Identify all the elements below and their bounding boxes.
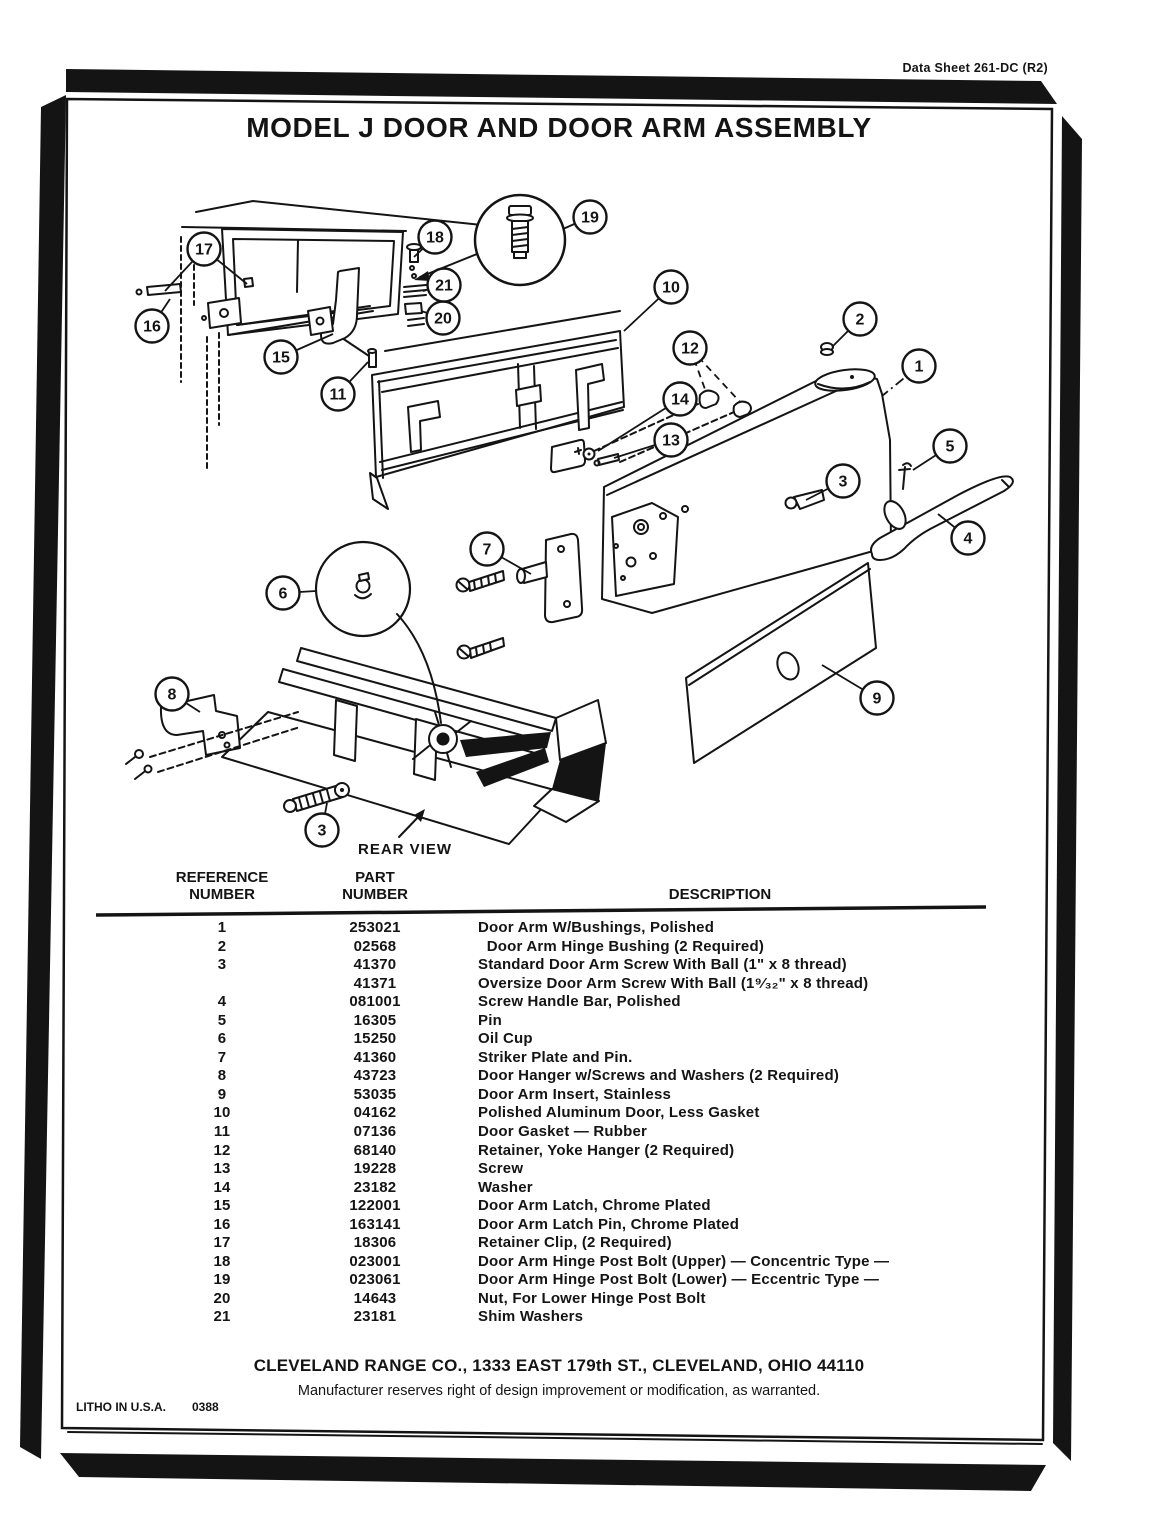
callout-balloon-14 xyxy=(664,383,697,416)
ref-cell: 19 xyxy=(213,1271,231,1289)
balloon-number: 6 xyxy=(278,585,288,603)
parts-table xyxy=(95,919,995,1327)
exploded-diagram xyxy=(126,195,1013,858)
callout-balloon-3-2 xyxy=(827,465,860,498)
table-row xyxy=(95,1290,995,1309)
description-cell: Screw Handle Bar, Polished xyxy=(478,993,681,1011)
description-cell: Nut, For Lower Hinge Post Bolt xyxy=(478,1289,706,1307)
table-row xyxy=(95,956,995,975)
description-cell: Screw xyxy=(478,1160,524,1178)
balloon-number: 8 xyxy=(167,686,177,704)
part-cell: 53035 xyxy=(353,1085,397,1103)
description-cell: Pin xyxy=(478,1011,502,1029)
callout-balloon-2 xyxy=(844,303,877,336)
balloon-number: 11 xyxy=(329,386,347,404)
ref-cell: 15 xyxy=(213,1197,231,1215)
table-header-reference xyxy=(160,869,284,903)
footer-company-line: CLEVELAND RANGE CO., 1333 EAST 179th ST., CLEVELAND, OHIO 44110 xyxy=(253,1356,865,1375)
description-cell: Door Arm Hinge Post Bolt (Lower) — Eccentric Type — xyxy=(478,1271,880,1289)
description-cell: Door Hanger w/Screws and Washers (2 Required) xyxy=(478,1067,840,1085)
ref-cell: 2 xyxy=(217,937,227,955)
description-cell: Oil Cup xyxy=(478,1030,533,1048)
balloon-number: 1 xyxy=(914,358,924,376)
ref-cell: 9 xyxy=(217,1085,227,1103)
table-row xyxy=(95,1104,995,1123)
part-cell: 16305 xyxy=(353,1011,397,1029)
table-row xyxy=(95,1049,995,1068)
balloon-number: 9 xyxy=(872,690,882,708)
ref-cell: 14 xyxy=(213,1178,231,1196)
callout-balloon-19 xyxy=(574,201,607,234)
description-cell: Door Gasket — Rubber xyxy=(478,1123,648,1141)
ref-cell: 6 xyxy=(217,1030,227,1048)
table-row xyxy=(95,1012,995,1031)
part-cell: 41360 xyxy=(353,1048,397,1066)
frame-right-band xyxy=(1053,116,1082,1461)
table-row xyxy=(95,1234,995,1253)
balloon-number: 21 xyxy=(435,277,453,295)
ref-cell: 17 xyxy=(213,1234,231,1252)
callout-balloon-9 xyxy=(861,682,894,715)
callout-balloon-8 xyxy=(156,678,189,711)
description-cell: Door Arm Hinge Bushing (2 Required) xyxy=(478,937,765,955)
ref-cell: 4 xyxy=(217,993,227,1011)
part-cell: 18306 xyxy=(353,1234,397,1252)
description-cell: Retainer Clip, (2 Required) xyxy=(478,1234,672,1252)
callout-balloon-21 xyxy=(428,269,461,302)
balloon-number: 5 xyxy=(945,438,955,456)
frame-left-band xyxy=(20,95,66,1459)
frame-bottom-band xyxy=(60,1453,1046,1491)
table-row xyxy=(95,975,995,994)
part-cell: 14643 xyxy=(353,1289,397,1307)
table-row xyxy=(95,1030,995,1049)
ref-cell: 16 xyxy=(213,1215,231,1233)
table-row xyxy=(95,1197,995,1216)
part-cell: 253021 xyxy=(349,919,401,936)
table-row xyxy=(95,1123,995,1142)
balloon-number: 4 xyxy=(963,530,973,548)
door-latch-drawing xyxy=(308,268,359,344)
balloon-number: 18 xyxy=(426,229,444,247)
part-cell: 43723 xyxy=(353,1067,397,1085)
part-cell: 122001 xyxy=(349,1197,401,1215)
description-cell: Polished Aluminum Door, Less Gasket xyxy=(478,1104,760,1122)
part-cell: 41371 xyxy=(353,974,397,992)
table-row xyxy=(95,1086,995,1105)
table-row xyxy=(95,1216,995,1235)
callout-balloon-12 xyxy=(674,332,707,365)
balloon-number: 20 xyxy=(434,310,452,328)
callout-balloon-6 xyxy=(267,577,300,610)
description-cell: Washer xyxy=(478,1178,533,1196)
callout-balloon-5 xyxy=(934,430,967,463)
callout-balloon-18 xyxy=(419,221,452,254)
part-cell: 04162 xyxy=(353,1104,397,1122)
part-cell: 02568 xyxy=(353,937,397,955)
ref-cell: 13 xyxy=(213,1160,231,1178)
callout-balloon-1 xyxy=(903,350,936,383)
table-header-part xyxy=(313,869,437,903)
balloon-number: 2 xyxy=(855,311,865,329)
part-cell: 07136 xyxy=(353,1123,397,1141)
ref-cell: 12 xyxy=(213,1141,231,1159)
ref-cell: 20 xyxy=(213,1289,231,1307)
table-header-part-line2: NUMBER xyxy=(342,886,408,903)
footer-disclaimer: Manufacturer reserves right of design improvement or modification, as warranted. xyxy=(297,1383,821,1399)
description-cell: Shim Washers xyxy=(478,1308,584,1326)
table-row xyxy=(95,1142,995,1161)
callout-balloon-16 xyxy=(136,310,169,343)
description-cell: Standard Door Arm Screw With Ball (1" x 8 thread) xyxy=(478,956,847,974)
table-row xyxy=(95,1067,995,1086)
table-row xyxy=(95,1271,995,1290)
callout-balloon-15 xyxy=(265,341,298,374)
callout-balloon-11 xyxy=(322,378,355,411)
balloon-number: 3 xyxy=(317,822,327,840)
description-cell: Door Arm Latch Pin, Chrome Plated xyxy=(478,1215,740,1233)
balloon-number: 13 xyxy=(662,432,680,450)
description-cell: Door Arm Insert, Stainless xyxy=(478,1085,672,1103)
ref-cell: 11 xyxy=(213,1123,231,1141)
description-cell: Door Arm Latch, Chrome Plated xyxy=(478,1197,711,1215)
balloon-number: 17 xyxy=(195,241,213,259)
sheet-reference: Data Sheet 261-DC (R2) xyxy=(902,61,1048,75)
callout-balloon-20 xyxy=(427,302,460,335)
table-row xyxy=(95,1308,995,1327)
description-cell: Retainer, Yoke Hanger (2 Required) xyxy=(478,1141,735,1159)
rear-view-label: REAR VIEW xyxy=(357,841,453,858)
callout-balloon-10 xyxy=(655,271,688,304)
part-cell: 081001 xyxy=(349,993,401,1011)
ref-cell: 10 xyxy=(213,1104,231,1122)
door-panel-drawing xyxy=(368,311,624,509)
ref-cell: 21 xyxy=(213,1308,231,1326)
part-cell: 163141 xyxy=(349,1215,401,1233)
part-cell: 023001 xyxy=(349,1252,401,1270)
balloon-number: 16 xyxy=(143,318,161,336)
callout-balloon-7 xyxy=(471,533,504,566)
table-row xyxy=(95,993,995,1012)
balloon-number: 14 xyxy=(671,391,689,409)
latch-pin-drawing xyxy=(137,284,182,295)
retainer-clip-drawing xyxy=(202,278,253,328)
ref-cell: 7 xyxy=(217,1048,227,1066)
litho-text: LITHO IN U.S.A. xyxy=(76,1400,166,1414)
part-cell: 23181 xyxy=(353,1308,397,1326)
callout-balloon-17 xyxy=(188,233,221,266)
page-title: MODEL J DOOR AND DOOR ARM ASSEMBLY xyxy=(246,112,872,143)
table-row xyxy=(95,938,995,957)
table-header-description: DESCRIPTION xyxy=(668,886,772,903)
part-cell: 68140 xyxy=(353,1141,397,1159)
balloon-number: 19 xyxy=(581,209,599,227)
table-row xyxy=(95,919,995,938)
table-row xyxy=(95,1160,995,1179)
table-header-reference-line1: REFERENCE xyxy=(175,869,269,886)
description-cell: Oversize Door Arm Screw With Ball (1⁹⁄₃₂" x 8 thread) xyxy=(478,974,869,992)
description-cell: Door Arm W/Bushings, Polished xyxy=(478,919,715,936)
ref-cell: 5 xyxy=(217,1011,227,1029)
ref-cell: 18 xyxy=(213,1252,231,1270)
ref-cell: 1 xyxy=(217,919,227,936)
balloon-number: 7 xyxy=(482,541,492,559)
table-header-rule xyxy=(96,907,986,915)
callout-balloon-13 xyxy=(655,424,688,457)
part-cell: 23182 xyxy=(353,1178,397,1196)
table-row xyxy=(95,1253,995,1272)
balloon-number: 3 xyxy=(838,473,848,491)
table-header-part-line1: PART xyxy=(355,869,395,886)
ref-cell: 8 xyxy=(217,1067,227,1085)
description-cell: Door Arm Hinge Post Bolt (Upper) — Concentric Type — xyxy=(478,1252,890,1270)
litho-note xyxy=(76,1400,219,1414)
ref-cell: 3 xyxy=(217,956,227,974)
part-cell: 15250 xyxy=(353,1030,397,1048)
balloon-number: 10 xyxy=(662,279,680,297)
balloon-number: 15 xyxy=(272,349,290,367)
callout-balloon-4 xyxy=(952,522,985,555)
table-row xyxy=(95,1179,995,1198)
part-cell: 19228 xyxy=(353,1160,397,1178)
litho-code: 0388 xyxy=(192,1400,219,1414)
part-cell: 41370 xyxy=(353,956,397,974)
table-header-reference-line2: NUMBER xyxy=(189,886,255,903)
description-cell: Striker Plate and Pin. xyxy=(478,1048,633,1066)
callout-balloon-3-3 xyxy=(306,814,339,847)
part-cell: 023061 xyxy=(349,1271,401,1289)
balloon-number: 12 xyxy=(681,340,699,358)
